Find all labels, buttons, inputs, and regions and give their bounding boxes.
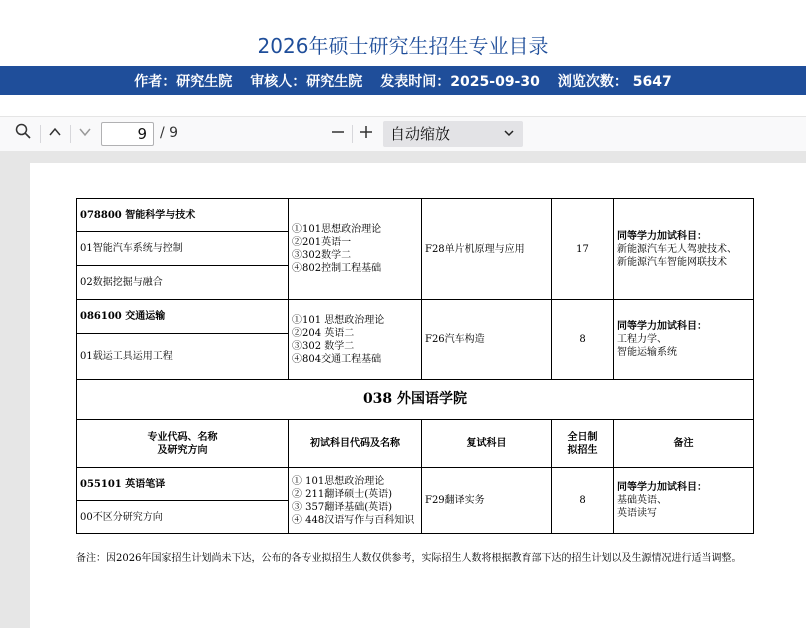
catalog-table bbox=[76, 198, 754, 534]
exam-subjects-cell: ①101思想政治理论 ②201英语一 ③302数学二 ④802控制工程基础 bbox=[289, 199, 422, 300]
major-cell: 086100 交通运输 bbox=[77, 300, 289, 334]
zoom-value: 自动缩放 bbox=[390, 125, 451, 143]
header-exams: 初试科目代码及名称 bbox=[289, 420, 422, 468]
remark-cell: 同等学力加试科目： 基础英语、 英语读写 bbox=[614, 468, 754, 534]
college-heading: 038 外国语学院 bbox=[77, 380, 754, 420]
quota-cell: 8 bbox=[552, 468, 614, 534]
direction-cell: 01智能汽车系统与控制 bbox=[77, 232, 289, 266]
pdf-page bbox=[30, 163, 806, 633]
retest-subject-cell: F26汽车构造 bbox=[422, 300, 552, 380]
views-label: 浏览次数： 5647 bbox=[557, 73, 672, 90]
header-major: 专业代码、名称 及研究方向 bbox=[77, 420, 289, 468]
retest-subject-cell: F29翻译实务 bbox=[422, 468, 552, 534]
major-cell: 078800 智能科学与技术 bbox=[77, 199, 289, 232]
search-icon[interactable] bbox=[12, 123, 34, 145]
footnote: 备注：因2026年国家招生计划尚未下达，公布的各专业拟招生人数仅供参考，实际招生人数将根据教育部下达的招生计划以及生源情况进行适当调整。 bbox=[76, 553, 742, 564]
chevron-up-icon[interactable] bbox=[44, 123, 66, 145]
pdf-viewer[interactable] bbox=[0, 151, 806, 628]
zoom-in-button[interactable] bbox=[355, 123, 377, 145]
direction-cell: 01载运工具运用工程 bbox=[77, 334, 289, 380]
header-retest: 复试科目 bbox=[422, 420, 552, 468]
exam-subjects-cell: ① 101思想政治理论 ② 211翻译硕士(英语) ③ 357翻译基础(英语) ④ 448汉语写作与百科知识 bbox=[289, 468, 422, 534]
quota-cell: 17 bbox=[552, 199, 614, 300]
exam-subjects-cell: ①101 思想政治理论 ②204 英语二 ③302 数学二 ④804交通工程基础 bbox=[289, 300, 422, 380]
page-total-label: / 9 bbox=[160, 125, 179, 141]
remark-cell: 同等学力加试科目： 新能源汽车无人驾驶技术、 新能源汽车智能网联技术 bbox=[614, 199, 754, 300]
chevron-down-icon[interactable] bbox=[74, 123, 96, 145]
chevron-down-icon bbox=[504, 121, 514, 147]
page-number-input[interactable]: 9 bbox=[101, 122, 154, 146]
published-label: 发表时间：2025-09-30 bbox=[380, 73, 540, 90]
reviewer-label: 审核人：研究生院 bbox=[250, 73, 363, 90]
zoom-select[interactable] bbox=[383, 121, 523, 147]
direction-cell: 02数据挖掘与融合 bbox=[77, 266, 289, 300]
article-meta-bar bbox=[0, 66, 806, 95]
header-quota: 全日制 拟招生 bbox=[552, 420, 614, 468]
pdf-toolbar bbox=[0, 116, 806, 152]
header-remark: 备注 bbox=[614, 420, 754, 468]
quota-cell: 8 bbox=[552, 300, 614, 380]
retest-subject-cell: F28单片机原理与应用 bbox=[422, 199, 552, 300]
remark-cell: 同等学力加试科目： 工程力学、 智能运输系统 bbox=[614, 300, 754, 380]
direction-cell: 00不区分研究方向 bbox=[77, 501, 289, 534]
major-cell: 055101 英语笔译 bbox=[77, 468, 289, 501]
zoom-out-button[interactable] bbox=[327, 123, 349, 145]
page-title: 2026年硕士研究生招生专业目录 bbox=[257, 34, 549, 58]
author-label: 作者：研究生院 bbox=[134, 73, 233, 90]
